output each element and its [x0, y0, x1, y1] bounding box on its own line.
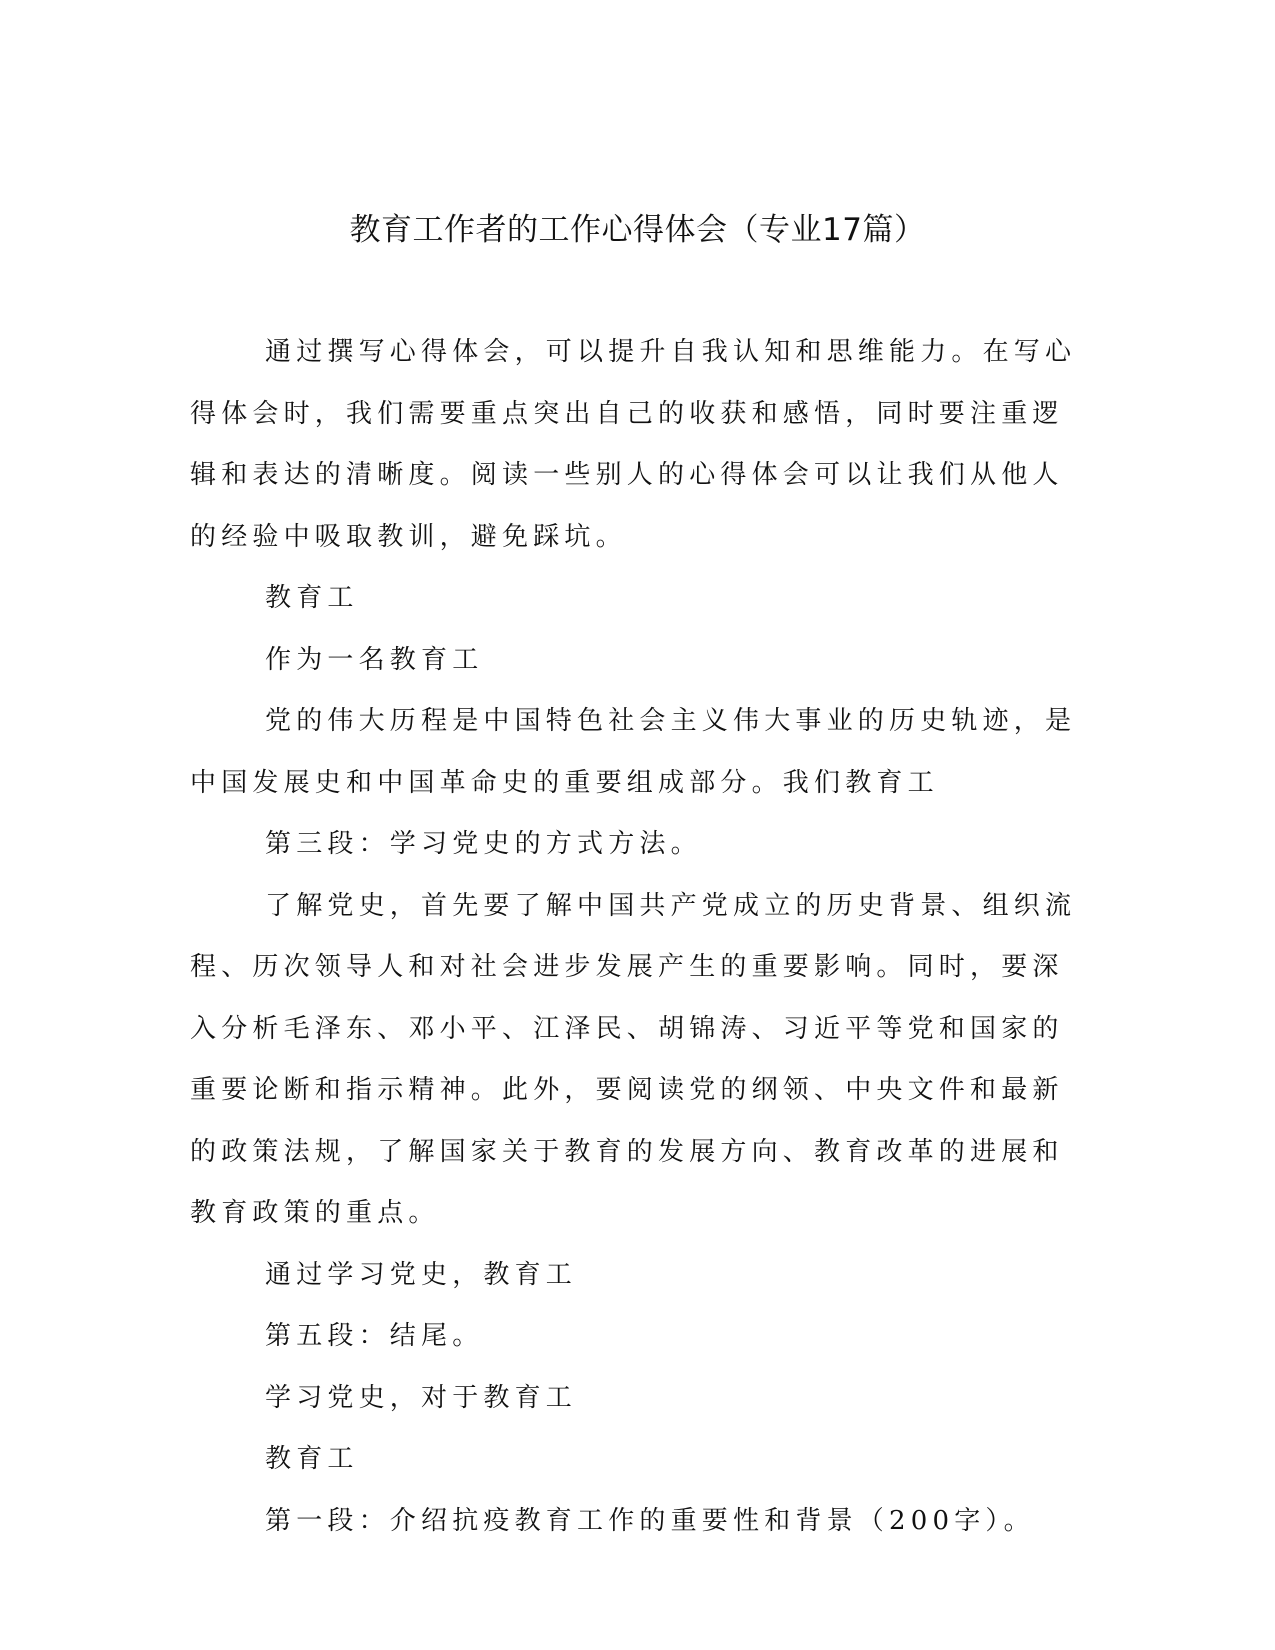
paragraph: 了解党史，首先要了解中国共产党成立的历史背景、组织流程、历次领导人和对社会进步发展产生的重要影响。同时，要深入分析毛泽东、邓小平、江泽民、胡锦涛、习近平等党和国家的重要论断和指示精神。此外，要阅读党的纲领、中央文件和最新的政策法规，了解国家关于教育的发展方向、教育改革的进展和教育政策的重点。 — [190, 890, 1077, 1228]
section-heading: 第一段：介绍抗疫教育工作的重要性和背景（200字）。 — [265, 1505, 1035, 1536]
paragraph: 党的伟大历程是中国特色社会主义伟大事业的历史轨迹，是中国发展史和中国革命史的重要组成部分。我们教育工 — [190, 706, 1077, 798]
paragraph-intro: 通过撰写心得体会，可以提升自我认知和思维能力。在写心得体会时，我们需要重点突出自己的收获和感悟，同时要注重逻辑和表达的清晰度。阅读一些别人的心得体会可以让我们从他人的经验中吸取教训，避免踩坑。 — [190, 337, 1077, 552]
paragraph: 教育工 — [265, 583, 359, 613]
document-body — [190, 322, 1080, 1552]
section-heading: 第三段：学习党史的方式方法。 — [265, 829, 702, 859]
paragraph: 学习党史，对于教育工 — [265, 1382, 578, 1413]
document-title: 教育工作者的工作心得体会（专业17篇） — [349, 212, 926, 248]
paragraph: 教育工 — [265, 1444, 359, 1474]
paragraph: 作为一名教育工 — [265, 644, 484, 675]
paragraph: 通过学习党史，教育工 — [265, 1259, 578, 1290]
section-heading: 第五段：结尾。 — [265, 1321, 484, 1351]
